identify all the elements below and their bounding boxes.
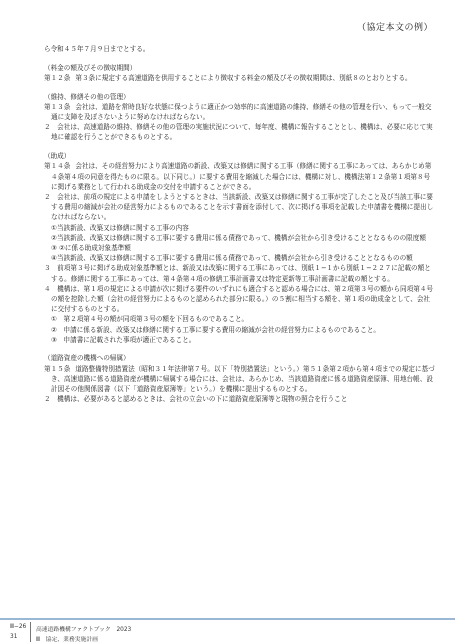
list-item: ② 申請に係る新設、改築又は修繕に関する工事に要する費用の縮減が会社の経営努力によるものであること。	[51, 325, 381, 334]
list-item: ②当該新設、改築又は修繕に関する工事に要する費用に係る債務であって、機構が会社から引き受けることとなるものの限度額	[51, 233, 426, 242]
article-text: 第３条に規定する高速道路を供用することにより徴収する料金の額及びその徴収期間は、別紙８のとおりとする。	[75, 73, 412, 82]
article-13-paragraph-2: ２ 会社は、高速道路の維持、修繕その他の管理の実施状況について、毎年度、機構に報告することとし、機構は、必要に応じて実地に確認を行うことができるものとする。	[44, 123, 433, 142]
footer-rule	[0, 618, 455, 620]
page-number: 31	[10, 634, 18, 640]
footer-divider	[30, 622, 31, 642]
section-heading-fees: （料金の額及びその徴収期間）	[44, 63, 137, 72]
list-item: ①当該新設、改築又は修繕に関する工事の内容	[51, 223, 189, 232]
article-14	[44, 161, 436, 192]
section-heading-maintenance: （維持、修繕その他の管理）	[44, 92, 130, 101]
article-number: 第１４条	[44, 162, 71, 171]
list-item: ③ ②に係る助成対象基準額	[51, 243, 131, 252]
article-15-paragraph-2: ２ 機構は、必要があると認めるときは、会社の立会いの下に道路資産原簿等と現物の照合を行うこと	[44, 395, 348, 404]
article-text: 道路整備特別措置法（昭和３１年法律第７号。以下「特別措置法」という。）第５１条第２項から第４項までの規定に基づき、高速道路に係る道路資産が機構に帰属する場合には、会社は、あらかじめ、当該道路資産に係る道路資産原簿、用地台帳、設計図その他関係図書（以下「道路資産原簿等」という。）を機構に提出するものとする。	[51, 364, 435, 394]
list-item: ① 第２項第４号の額が同項第３号の額を下回るものであること。	[51, 315, 249, 324]
section-heading-subsidy: （助成）	[44, 152, 71, 161]
article-12	[44, 73, 436, 83]
article-number: 第１２条	[44, 73, 71, 82]
article-14-paragraph-4: ４ 機構は、第１項の規定による申請が次に掲げる要件のいずれにも適合すると認める場合には、第２項第３号の額から同項第４号の額を控除した額（会社の経営努力によるものと認められた部分に限る。）の５割に相当する額を、第１項の助成金として、会社に交付するものとする。	[44, 284, 434, 314]
agreement-example-label: （協定本文の例）	[356, 23, 433, 33]
article-number: 第１５条	[44, 364, 71, 373]
article-number: 第１３条	[44, 102, 71, 111]
article-text: 会社は、その経営努力により高速道路の新設、改築又は修繕に関する工事（修繕に関する工事にあっては、あらかじめ第４条第４項の同意を得たものに限る。以下同じ。）に要する費用を縮減した場合には、機構に対し、機構法第１２条第１項第８号に掲げる業務として行われる助成金の交付を申請することができる。	[51, 162, 432, 191]
list-item: ③ 申請書に記載された事項が適正であること。	[51, 335, 196, 344]
section-heading-road-assets: （道路資産の機構への帰属）	[44, 354, 130, 363]
page-footer	[0, 604, 455, 644]
article-14-paragraph-3: ３ 前項第３号に掲げる助成対象基準額とは、新設又は改築に関する工事にあっては、別紙１−１から別紙１−２２７に記載の額とする。修繕に関する工事にあっては、第４条第４項の修繕工事計画書又は特定更新等工事計画書に記載の額とする。	[44, 264, 431, 283]
intro-line: ら令和４５年７月９日までとする。	[44, 45, 150, 53]
book-title: 高速道路機構ファクトブック 2023	[36, 627, 132, 633]
section-page-number: Ⅲ−26	[10, 624, 27, 630]
article-text: 会社は、道路を常時良好な状態に保つように適正かつ効率的に高速道路の維持、修繕その他の管理を行い、もって一般交通に支障を及ぼさないように努めなければならない。	[51, 102, 432, 122]
document-body	[44, 44, 436, 405]
article-15	[44, 364, 436, 395]
article-14-paragraph-2: ２ 会社は、前項の規定による申請をしようとするときは、当該新設、改築又は修繕に関する工事が完了したこと及び当該工事に要する費用の縮減が会社の経営努力によるものであることを示す書面を添付して、次に掲げる事項を記載した申請書を機構に提出しなければならない。	[44, 192, 434, 222]
article-13	[44, 102, 436, 122]
list-item: ④当該新設、改築又は修繕に関する工事に要する費用に係る債務であって、機構が会社から引き受けることとなるものの額	[51, 254, 413, 263]
section-title: Ⅲ 協定、業務実施計画	[36, 637, 98, 643]
